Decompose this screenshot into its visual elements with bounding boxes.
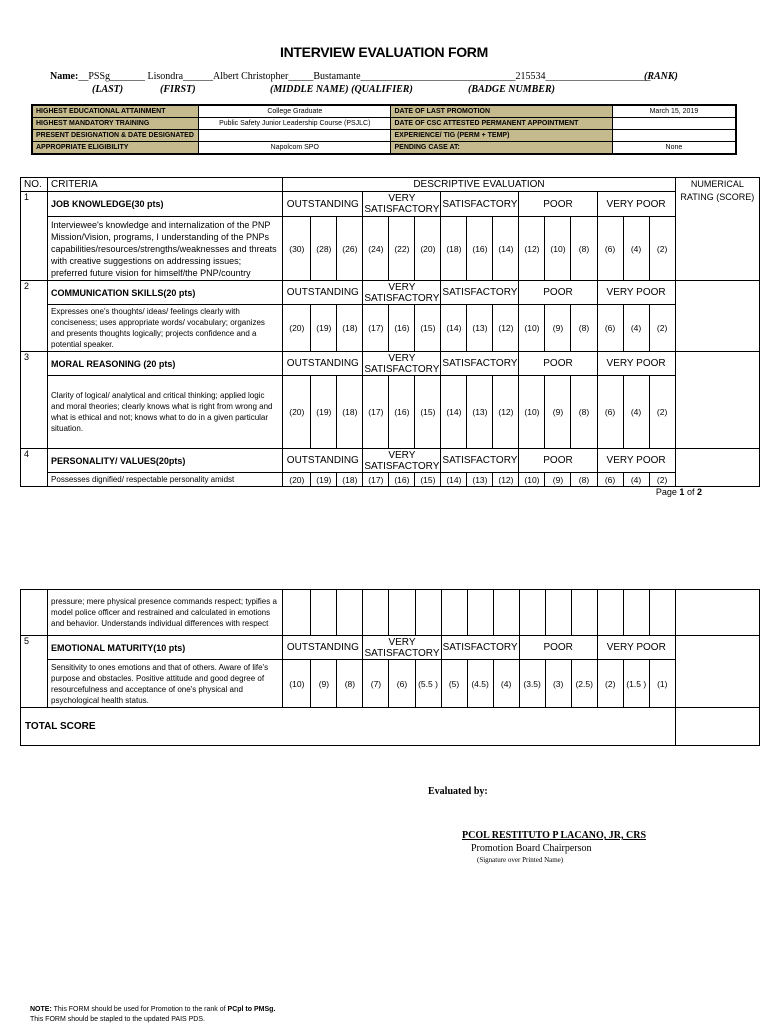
- info-label: HIGHEST MANDATORY TRAINING: [32, 118, 199, 130]
- page-of: of: [686, 487, 695, 497]
- score-option[interactable]: (16): [467, 217, 493, 281]
- score-option[interactable]: (4.5): [467, 660, 493, 708]
- criterion-score-row: [21, 660, 760, 708]
- score-option[interactable]: (9): [545, 305, 571, 352]
- score-option[interactable]: (2): [649, 305, 675, 352]
- score-option[interactable]: (16): [389, 473, 415, 487]
- score-option[interactable]: (20): [283, 473, 311, 487]
- level-very-poor: VERY POOR: [597, 192, 675, 217]
- criterion-description: Possesses dignified/ respectable personality amidst: [48, 473, 283, 487]
- info-value-2: March 15, 2019: [612, 105, 736, 118]
- criterion-score-row: [21, 217, 760, 281]
- info-value: College Graduate: [199, 105, 391, 118]
- score-option[interactable]: (15): [415, 376, 441, 449]
- info-value: Napolcom SPO: [199, 142, 391, 155]
- level-outstanding: OUTSTANDING: [283, 281, 363, 305]
- score-option[interactable]: (14): [441, 473, 467, 487]
- name-label: Name:: [50, 71, 79, 82]
- criterion-description: Sensitivity to ones emotions and that of others. Aware of life's purpose and obstacles. Positive attitude and good degree of resourcefulness and acceptance of one's physical and psychological health status.: [48, 660, 283, 708]
- level-poor: POOR: [519, 352, 597, 376]
- score-option[interactable]: (4): [623, 376, 649, 449]
- header-no: NO.: [21, 178, 48, 192]
- score-option[interactable]: (9): [311, 660, 337, 708]
- criteria-table-page2: [20, 589, 760, 746]
- level-satisfactory: SATISFACTORY: [441, 449, 519, 473]
- page-total: 2: [696, 487, 702, 497]
- header-descriptive-evaluation: DESCRIPTIVE EVALUATION: [283, 178, 675, 192]
- signatory-name: PCOL RESTITUTO P LACANO, JR, CRS: [462, 830, 647, 841]
- info-label-2: PENDING CASE AT:: [391, 142, 612, 155]
- score-option[interactable]: (20): [283, 305, 311, 352]
- badge-label: (BADGE NUMBER): [468, 84, 555, 95]
- level-very-poor: VERY POOR: [597, 636, 675, 660]
- criterion-name: JOB KNOWLEDGE(30 pts): [48, 192, 283, 217]
- score-option[interactable]: (6): [389, 660, 415, 708]
- score-option[interactable]: (2): [649, 217, 675, 281]
- level-very-poor: VERY POOR: [597, 281, 675, 305]
- level-very-satisfactory: VERY SATISFACTORY: [364, 449, 440, 472]
- level-very-satisfactory: VERY SATISFACTORY: [364, 636, 440, 659]
- level-very-satisfactory: VERY SATISFACTORY: [364, 352, 440, 375]
- score-option[interactable]: (2.5): [571, 660, 597, 708]
- score-option[interactable]: (16): [389, 305, 415, 352]
- name-line: __PSSg_______ Lisondra______Albert Christopher_____Bustamante_______________________________215534_____________________: [78, 71, 651, 82]
- total-score-label: TOTAL SCORE: [21, 708, 676, 746]
- criterion-name: MORAL REASONING (20 pts): [48, 352, 283, 376]
- score-option[interactable]: [597, 590, 623, 636]
- score-option[interactable]: (13): [467, 305, 493, 352]
- level-poor: POOR: [519, 281, 597, 305]
- level-outstanding: OUTSTANDING: [283, 352, 363, 376]
- info-label: HIGHEST EDUCATIONAL ATTAINMENT: [32, 105, 199, 118]
- criterion-name: EMOTIONAL MATURITY(10 pts): [48, 636, 283, 660]
- level-poor: POOR: [519, 636, 597, 660]
- info-row: [32, 105, 736, 118]
- score-option[interactable]: (20): [415, 217, 441, 281]
- score-option[interactable]: [337, 590, 363, 636]
- score-option[interactable]: (5): [441, 660, 467, 708]
- numerical-rating-cell: [675, 352, 759, 449]
- info-label: APPROPRIATE ELIGIBILITY: [32, 142, 199, 155]
- page-number: [656, 487, 702, 497]
- criterion-description-continued: pressure; mere physical presence commands respect; typifies a model police officer and restrained and calculated in emotions and behavior. Understands individual differences with respect: [48, 590, 283, 636]
- score-option[interactable]: (3.5): [519, 660, 545, 708]
- score-option[interactable]: (2): [649, 376, 675, 449]
- info-table: [31, 104, 737, 155]
- score-option[interactable]: (13): [467, 376, 493, 449]
- score-option[interactable]: (26): [337, 217, 363, 281]
- score-option[interactable]: [519, 590, 545, 636]
- score-option[interactable]: (19): [311, 376, 337, 449]
- score-option[interactable]: (8): [571, 217, 597, 281]
- info-label-2: DATE OF CSC ATTESTED PERMANENT APPOINTMENT: [391, 118, 612, 130]
- score-option[interactable]: (14): [493, 217, 519, 281]
- info-value-2: None: [612, 142, 736, 155]
- score-option[interactable]: (12): [519, 217, 545, 281]
- info-value: [199, 130, 391, 142]
- score-option[interactable]: [311, 590, 337, 636]
- level-outstanding: OUTSTANDING: [283, 192, 363, 217]
- score-option[interactable]: (17): [363, 473, 389, 487]
- level-poor: POOR: [519, 449, 597, 473]
- numerical-rating-cell: [675, 281, 759, 352]
- score-option[interactable]: (8): [571, 305, 597, 352]
- score-option[interactable]: (18): [337, 305, 363, 352]
- score-option[interactable]: (2): [649, 473, 675, 487]
- score-option[interactable]: (8): [571, 376, 597, 449]
- numerical-rating-cell: [675, 636, 759, 708]
- criterion-score-row: [21, 305, 760, 352]
- criterion-score-row: [21, 376, 760, 449]
- score-option[interactable]: (10): [283, 660, 311, 708]
- page-label: Page: [655, 487, 677, 497]
- score-option[interactable]: (15): [415, 473, 441, 487]
- score-option[interactable]: (18): [337, 376, 363, 449]
- score-option[interactable]: [545, 590, 571, 636]
- score-option[interactable]: (10): [545, 217, 571, 281]
- score-option[interactable]: (24): [363, 217, 389, 281]
- score-option[interactable]: (2): [597, 660, 623, 708]
- score-option[interactable]: [493, 590, 519, 636]
- table-header-row: [21, 178, 760, 192]
- score-option[interactable]: (12): [493, 305, 519, 352]
- criterion-description: Expresses one's thoughts/ ideas/ feelings clearly with conciseness; uses appropriate words/ vocabulary; organizes and presents thoughts logically; projects confidence and a potential speaker.: [48, 305, 283, 352]
- level-satisfactory: SATISFACTORY: [441, 352, 519, 376]
- level-satisfactory: SATISFACTORY: [441, 636, 519, 660]
- score-option[interactable]: (3): [545, 660, 571, 708]
- level-very-satisfactory: VERY SATISFACTORY: [364, 281, 440, 304]
- score-option[interactable]: (18): [337, 473, 363, 487]
- score-option[interactable]: (28): [311, 217, 337, 281]
- score-option[interactable]: (6): [597, 217, 623, 281]
- criterion-score-row-continued: [21, 590, 760, 636]
- note-line2: This FORM should be stapled to the updated PAIS PDS.: [30, 1016, 205, 1023]
- level-very-poor: VERY POOR: [597, 352, 675, 376]
- level-outstanding: OUTSTANDING: [283, 636, 363, 660]
- footer-note: [30, 1005, 275, 1025]
- score-option[interactable]: (12): [493, 376, 519, 449]
- score-option[interactable]: (16): [389, 376, 415, 449]
- level-very-satisfactory: VERY SATISFACTORY: [364, 193, 440, 215]
- note-label: NOTE:: [30, 1006, 52, 1013]
- info-row: [32, 118, 736, 130]
- numerical-rating-cell: [675, 590, 759, 636]
- criterion-number: 5: [21, 636, 48, 708]
- score-option[interactable]: (20): [283, 376, 311, 449]
- score-option[interactable]: (17): [363, 376, 389, 449]
- rank-label: (RANK): [644, 71, 678, 82]
- info-value: Public Safety Junior Leadership Course (PSJLC): [199, 118, 391, 130]
- info-label: PRESENT DESIGNATION & DATE DESIGNATED: [32, 130, 199, 142]
- level-outstanding: OUTSTANDING: [283, 449, 363, 473]
- level-poor: POOR: [519, 192, 597, 217]
- score-option[interactable]: (9): [545, 376, 571, 449]
- first-label: (FIRST): [160, 84, 196, 95]
- info-value-2: [612, 118, 736, 130]
- name-row: [50, 71, 651, 82]
- criterion-description: Interviewee's knowledge and internalization of the PNP Mission/Vision, programs, I understanding of the PNPs capabilities/resources/strengths/weaknesses and threats with creative suggestions on addressing issues; preferred future vision for himself/the PNP/country: [48, 217, 283, 281]
- page-current: 1: [679, 487, 685, 497]
- header-criteria: CRITERIA: [48, 178, 283, 192]
- criterion-name: COMMUNICATION SKILLS(20 pts): [48, 281, 283, 305]
- form-title: INTERVIEW EVALUATION FORM: [280, 44, 488, 60]
- criterion-header-row: [21, 281, 760, 305]
- score-option[interactable]: (10): [519, 305, 545, 352]
- score-option[interactable]: (19): [311, 473, 337, 487]
- level-satisfactory: SATISFACTORY: [441, 192, 519, 217]
- score-option[interactable]: (6): [597, 305, 623, 352]
- score-option[interactable]: (8): [571, 473, 597, 487]
- score-option[interactable]: (4): [623, 305, 649, 352]
- criterion-score-row: [21, 473, 760, 487]
- criterion-header-row: [21, 636, 760, 660]
- signatory-position: Promotion Board Chairperson: [471, 843, 592, 854]
- criterion-number: 4: [21, 449, 48, 487]
- score-option[interactable]: (6): [597, 473, 623, 487]
- score-option[interactable]: [415, 590, 441, 636]
- numerical-rating-cell: [675, 449, 759, 487]
- info-label-2: DATE OF LAST PROMOTION: [391, 105, 612, 118]
- score-option[interactable]: (9): [545, 473, 571, 487]
- note-rank-range: PCpl to PMSg.: [227, 1006, 276, 1013]
- score-option[interactable]: (7): [363, 660, 389, 708]
- info-row: [32, 130, 736, 142]
- score-option[interactable]: (4): [623, 217, 649, 281]
- score-option[interactable]: [441, 590, 467, 636]
- criterion-description: Clarity of logical/ analytical and critical thinking; applied logic and moral theories; clearly knows what is right from wrong and what is ethical and not; knows what to do in a given particular situation.: [48, 376, 283, 449]
- criterion-number: 2: [21, 281, 48, 352]
- header-numerical-rating: NUMERICAL RATING (SCORE): [675, 178, 759, 281]
- info-label-2: EXPERIENCE/ TIG (PERM + TEMP): [391, 130, 612, 142]
- score-option[interactable]: (15): [415, 305, 441, 352]
- score-option[interactable]: (14): [441, 376, 467, 449]
- criterion-number: 1: [21, 192, 48, 281]
- criterion-number: 3: [21, 352, 48, 449]
- score-option[interactable]: (10): [519, 473, 545, 487]
- score-option[interactable]: (1): [649, 660, 675, 708]
- score-option[interactable]: (10): [519, 376, 545, 449]
- score-option[interactable]: (30): [283, 217, 311, 281]
- criterion-number-empty: [21, 590, 48, 636]
- criterion-header-row: [21, 449, 760, 473]
- note-line1: This FORM should be used for Promotion to the rank of: [53, 1006, 226, 1013]
- score-option[interactable]: (8): [337, 660, 363, 708]
- info-value-2: [612, 130, 736, 142]
- score-option[interactable]: (13): [467, 473, 493, 487]
- last-label: (LAST): [92, 84, 124, 95]
- score-option[interactable]: [363, 590, 389, 636]
- score-option[interactable]: [649, 590, 675, 636]
- level-satisfactory: SATISFACTORY: [441, 281, 519, 305]
- score-option[interactable]: (18): [441, 217, 467, 281]
- score-option[interactable]: [571, 590, 597, 636]
- criterion-name: PERSONALITY/ VALUES(20pts): [48, 449, 283, 473]
- score-option[interactable]: (19): [311, 305, 337, 352]
- total-score-row: [21, 708, 760, 746]
- score-option[interactable]: (5.5 ): [415, 660, 441, 708]
- criteria-table-page1: [20, 177, 760, 487]
- score-option[interactable]: [467, 590, 493, 636]
- criterion-header-row: [21, 352, 760, 376]
- score-option[interactable]: (17): [363, 305, 389, 352]
- score-option[interactable]: [623, 590, 649, 636]
- criterion-header-row: [21, 192, 760, 217]
- signature-note: (Signature over Printed Name): [477, 856, 564, 864]
- evaluated-by-label: Evaluated by:: [428, 786, 488, 797]
- score-option[interactable]: (14): [441, 305, 467, 352]
- score-option[interactable]: [389, 590, 415, 636]
- score-option[interactable]: (4): [623, 473, 649, 487]
- score-option[interactable]: (1.5 ): [623, 660, 649, 708]
- middle-qualifier-label: (MIDDLE NAME) (QUALIFIER): [270, 84, 413, 95]
- score-option[interactable]: (22): [389, 217, 415, 281]
- score-option[interactable]: [283, 590, 311, 636]
- level-very-poor: VERY POOR: [597, 449, 675, 473]
- score-option[interactable]: (6): [597, 376, 623, 449]
- total-score-value[interactable]: [675, 708, 759, 746]
- score-option[interactable]: (12): [493, 473, 519, 487]
- score-option[interactable]: (4): [493, 660, 519, 708]
- info-row: [32, 142, 736, 155]
